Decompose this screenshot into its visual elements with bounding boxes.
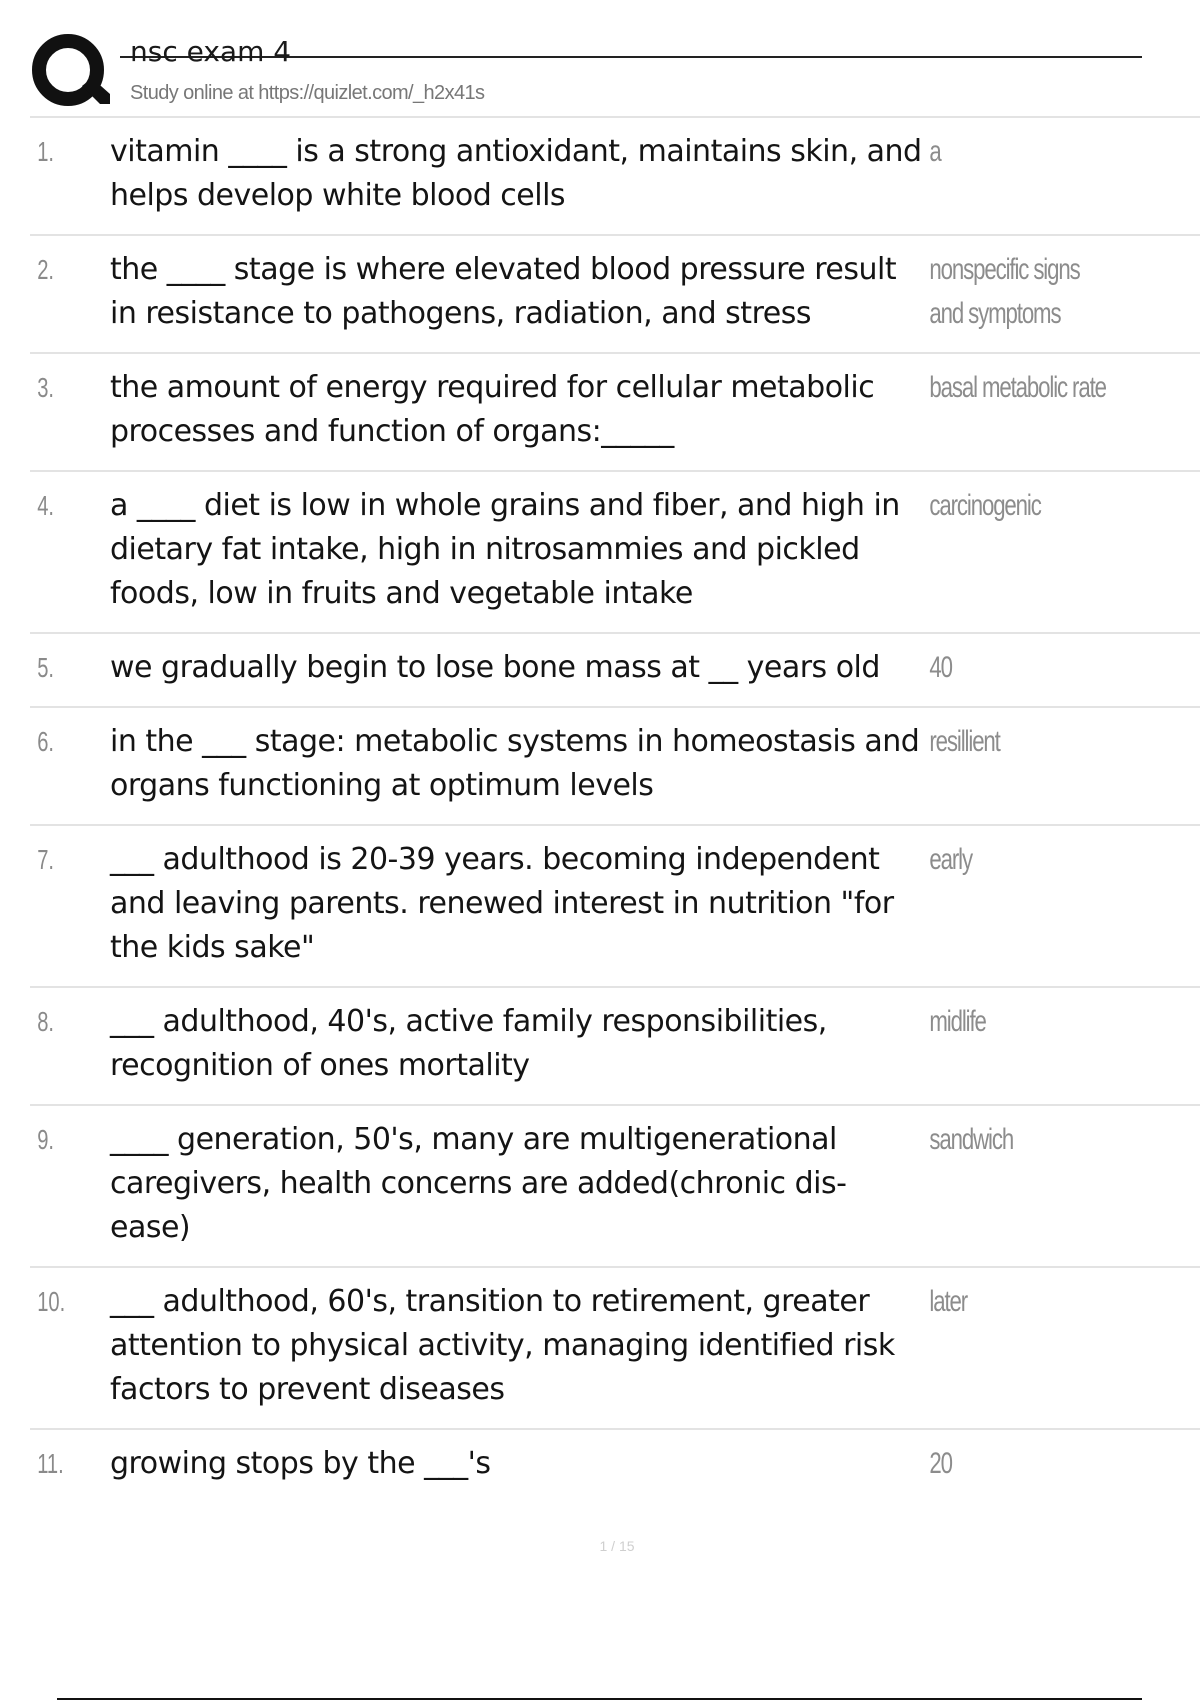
card-term: a ____ diet is low in whole grains and fiber, and high in dietary fat intake, high in nitrosammies and pickled foods, low in fruits and vegetable intake — [110, 488, 900, 611]
card-definition: midlife — [929, 1005, 986, 1038]
card-term: in the ___ stage: metabolic systems in homeostasis and organs functioning at optimum levels — [110, 724, 920, 803]
flashcard-list — [30, 116, 1200, 1502]
card-definition: 20 — [929, 1447, 952, 1480]
card-number: 10. — [37, 1286, 66, 1317]
card-term: growing stops by the ___'s — [110, 1446, 491, 1481]
flashcard-row — [30, 1428, 1200, 1502]
quizlet-logo-icon — [30, 32, 112, 114]
flashcard-row — [30, 1266, 1200, 1428]
card-number: 11. — [37, 1448, 64, 1479]
card-definition: resillient — [929, 725, 1000, 758]
flashcard-row — [30, 234, 1200, 352]
card-term: ___ adulthood, 40's, active family responsibilities, recognition of ones mortality — [110, 1004, 827, 1083]
card-definition: later — [929, 1285, 968, 1318]
card-number: 4. — [37, 490, 55, 521]
card-definition: a — [929, 135, 941, 168]
flashcard-row — [30, 116, 1200, 234]
card-number: 2. — [37, 254, 55, 285]
card-number: 5. — [37, 652, 55, 683]
card-number: 1. — [37, 136, 55, 167]
card-number: 3. — [37, 372, 55, 403]
flashcard-row — [30, 632, 1200, 706]
card-term: vitamin ____ is a strong antioxidant, maintains skin, and helps develop white blood cells — [110, 134, 922, 213]
card-definition: nonspecific signs and symptoms — [929, 253, 1080, 330]
card-number: 8. — [37, 1006, 55, 1037]
flashcard-row — [30, 1104, 1200, 1266]
card-number: 7. — [37, 844, 55, 875]
card-definition: early — [929, 843, 972, 876]
card-number: 9. — [37, 1124, 55, 1155]
flashcard-row — [30, 706, 1200, 824]
page-number: 1 / 15 — [599, 1538, 635, 1554]
card-number: 6. — [37, 726, 55, 757]
card-term: ___ adulthood, 60's, transition to retirement, greater attention to physical activity, managing identified risk factors to prevent diseases — [110, 1284, 895, 1407]
card-term: ___ adulthood is 20-39 years. becoming independent and leaving parents. renewed interest in nutrition "for the kids sake" — [110, 842, 894, 965]
card-term: the amount of energy required for cellular metabolic processes and function of organs:_____ — [110, 370, 875, 449]
card-term: we gradually begin to lose bone mass at __ years old — [110, 650, 880, 685]
study-online-link[interactable]: Study online at https://quizlet.com/_h2x41s — [130, 82, 485, 104]
flashcard-row — [30, 352, 1200, 470]
page-title: nsc exam 4 — [130, 35, 292, 68]
flashcard-row — [30, 986, 1200, 1104]
card-term: ____ generation, 50's, many are multigenerational caregivers, health concerns are added(chronic dis-ease) — [110, 1122, 847, 1245]
card-definition: carcinogenic — [929, 489, 1041, 522]
card-definition: basal metabolic rate — [929, 371, 1106, 404]
flashcard-row — [30, 470, 1200, 632]
card-term: the ____ stage is where elevated blood pressure result in resistance to pathogens, radiation, and stress — [110, 252, 897, 331]
card-definition: 40 — [929, 651, 952, 684]
flashcard-row — [30, 824, 1200, 986]
card-definition: sandwich — [929, 1123, 1014, 1156]
